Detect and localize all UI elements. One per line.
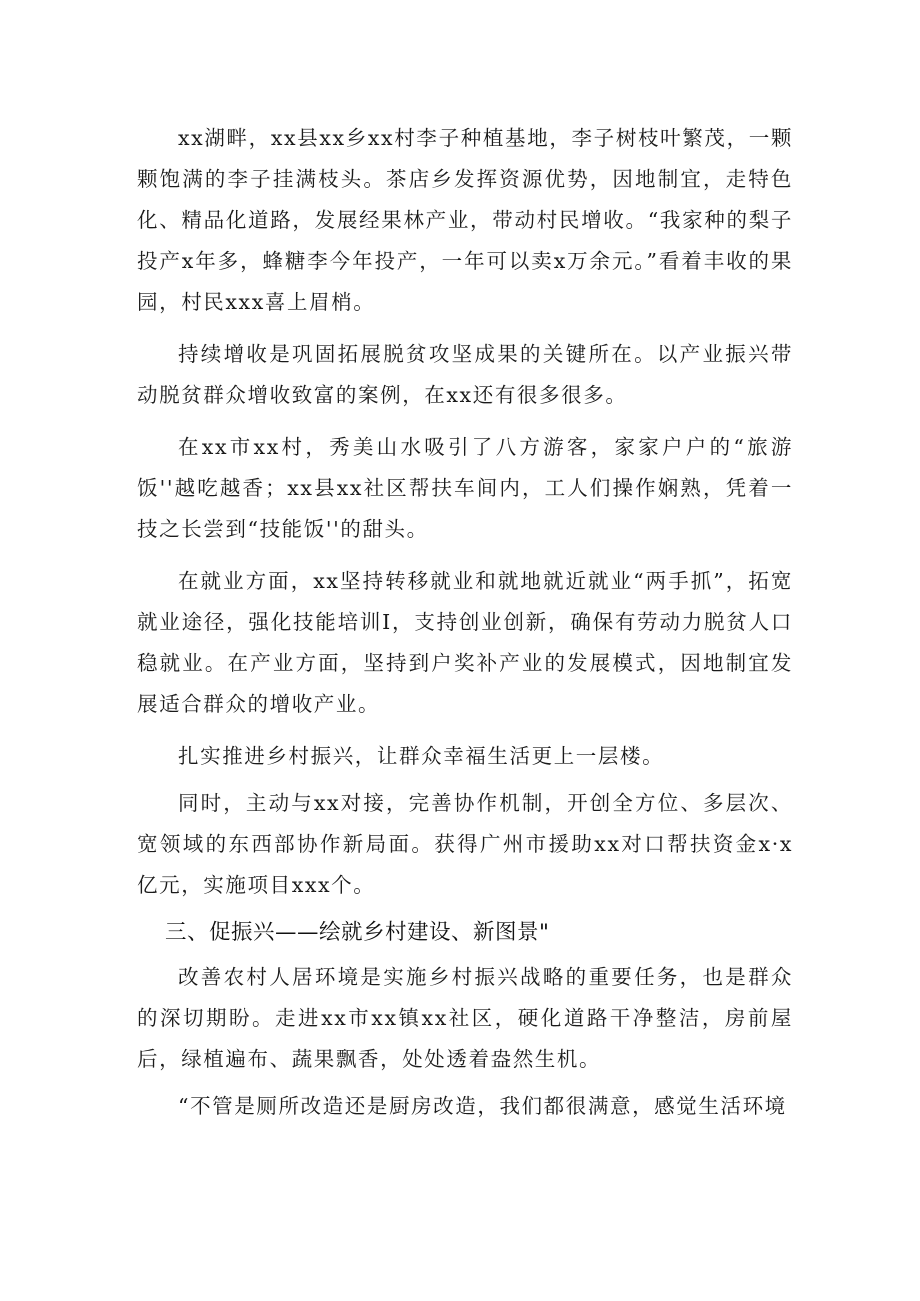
paragraph-living-environment: 改善农村人居环境是实施乡村振兴战略的重要任务，也是群众的深切期盼。走进xx市xx镇xx社区，硬化道路干净整洁，房前屋后，绿植遍布、蔬果飘香，处处透着盎然生机。	[137, 965, 793, 1071]
paragraph-sustained-income: 持续增收是巩固拓展脱贫攻坚成果的关键所在。以产业振兴带动脱贫群众增收致富的案例，在xx还有很多很多。	[137, 342, 793, 407]
paragraph-li-zi-base: xx湖畔，xx县xx乡xx村李子种植基地，李子树枝叶繁茂，一颗颗饱满的李子挂满枝头。茶店乡发挥资源优势，因地制宜，走特色化、精品化道路，发展经果林产业，带动村民增收。“我家种的梨子投产x年多，蜂糖李今年投产，一年可以卖x万余元。”看着丰收的果园，村民xxx喜上眉梢。	[137, 126, 793, 314]
paragraph-employment: 在就业方面，xx坚持转移就业和就地就近就业“两手抓”，拓宽就业途径，强化技能培训I，支持创业创新，确保有劳动力脱贫人口稳就业。在产业方面，坚持到户奖补产业的发展模式，因地制宜发展适合群众的增收产业。	[137, 569, 793, 716]
paragraph-rural-revitalization: 扎实推进乡村振兴，让群众幸福生活更上一层楼。	[178, 744, 665, 768]
paragraph-tourism-skills: 在xx市xx村，秀美山水吸引了八方游客，家家户户的“旅游饭''越吃越香；xx县xx社区帮扶车间内，工人们操作娴熟，凭着一技之长尝到“技能饭''的甜头。	[137, 435, 793, 541]
paragraph-quote: “不管是厕所改造还是厨房改造，我们都很满意，感觉生活环境	[178, 1094, 787, 1118]
section-heading: 三、促振兴——绘就乡村建设、新图景"	[164, 920, 550, 945]
paragraph-cooperation: 同时，主动与xx对接，完善协作机制，开创全方位、多层次、宽领域的东西部协作新局面。获得广州市援助xx对口帮扶资金x·x亿元，实施项目xxx个。	[137, 791, 793, 897]
document-body	[137, 118, 793, 1138]
